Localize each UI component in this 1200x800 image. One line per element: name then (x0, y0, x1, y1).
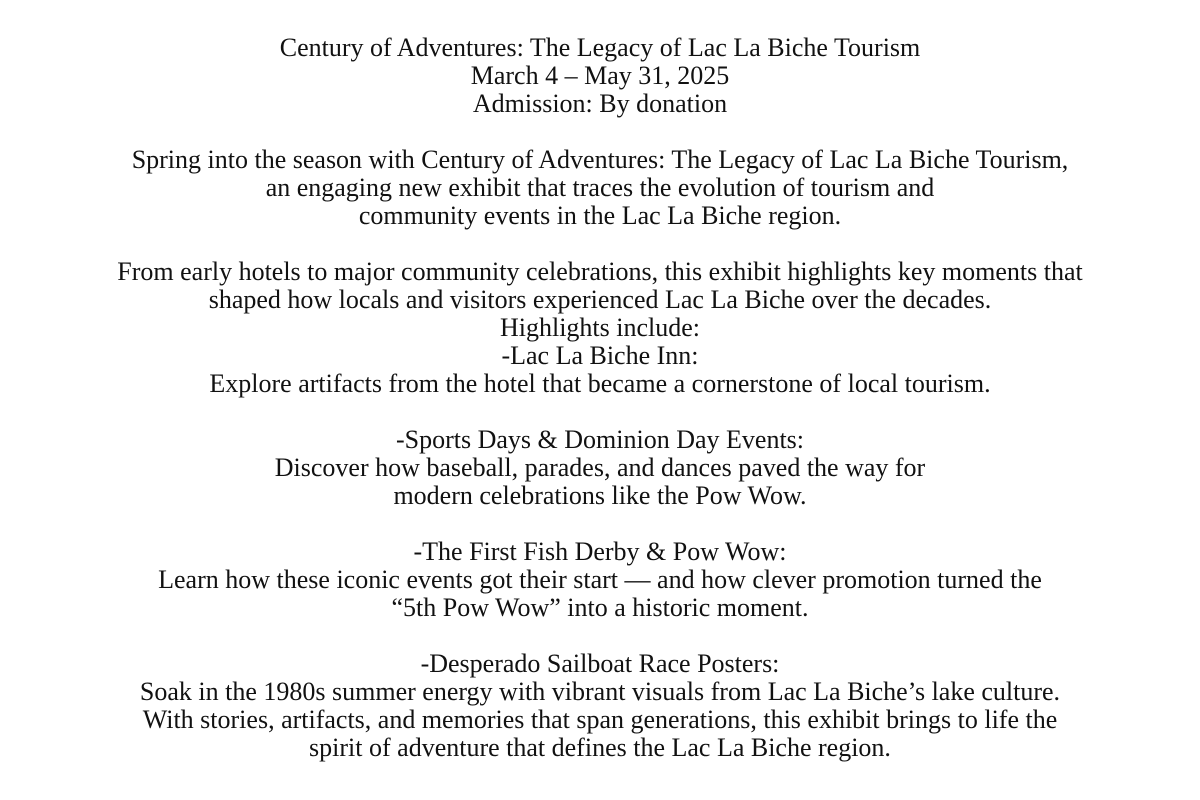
highlight-description: modern celebrations like the Pow Wow. (393, 481, 807, 510)
highlight-title: -The First Fish Derby & Pow Wow: (413, 537, 787, 566)
intro-line: community events in the Lac La Biche region. (358, 201, 842, 230)
highlight-description: “5th Pow Wow” into a historic moment. (391, 593, 809, 622)
spacer (0, 622, 1200, 650)
highlight-description: Soak in the 1980s summer energy with vibrant visuals from Lac La Biche’s lake culture. (139, 677, 1061, 706)
closing-line: spirit of adventure that defines the Lac La Biche region. (309, 733, 891, 762)
overview-line: shaped how locals and visitors experienced Lac La Biche over the decades. (208, 285, 992, 314)
highlight-description: Learn how these iconic events got their start — and how clever promotion turned the (158, 565, 1042, 594)
intro-line: Spring into the season with Century of Adventures: The Legacy of Lac La Biche Tourism, (131, 145, 1069, 174)
overview-line: From early hotels to major community celebrations, this exhibit highlights key moments that (117, 257, 1083, 286)
highlight-title: -Desperado Sailboat Race Posters: (420, 649, 780, 678)
highlight-description: Explore artifacts from the hotel that became a cornerstone of local tourism. (209, 369, 991, 398)
highlight-description: Discover how baseball, parades, and dances paved the way for (274, 453, 926, 482)
exhibit-dates: March 4 – May 31, 2025 (470, 61, 730, 90)
highlight-title: -Sports Days & Dominion Day Events: (395, 425, 805, 454)
spacer (0, 398, 1200, 426)
spacer (0, 230, 1200, 258)
closing-line: With stories, artifacts, and memories that span generations, this exhibit brings to life the (142, 705, 1058, 734)
highlight-title: -Lac La Biche Inn: (501, 341, 699, 370)
spacer (0, 118, 1200, 146)
spacer (0, 510, 1200, 538)
exhibit-admission: Admission: By donation (472, 89, 728, 118)
intro-line: an engaging new exhibit that traces the evolution of tourism and (265, 173, 935, 202)
highlights-heading: Highlights include: (499, 313, 701, 342)
exhibit-title: Century of Adventures: The Legacy of Lac La Biche Tourism (279, 33, 921, 62)
